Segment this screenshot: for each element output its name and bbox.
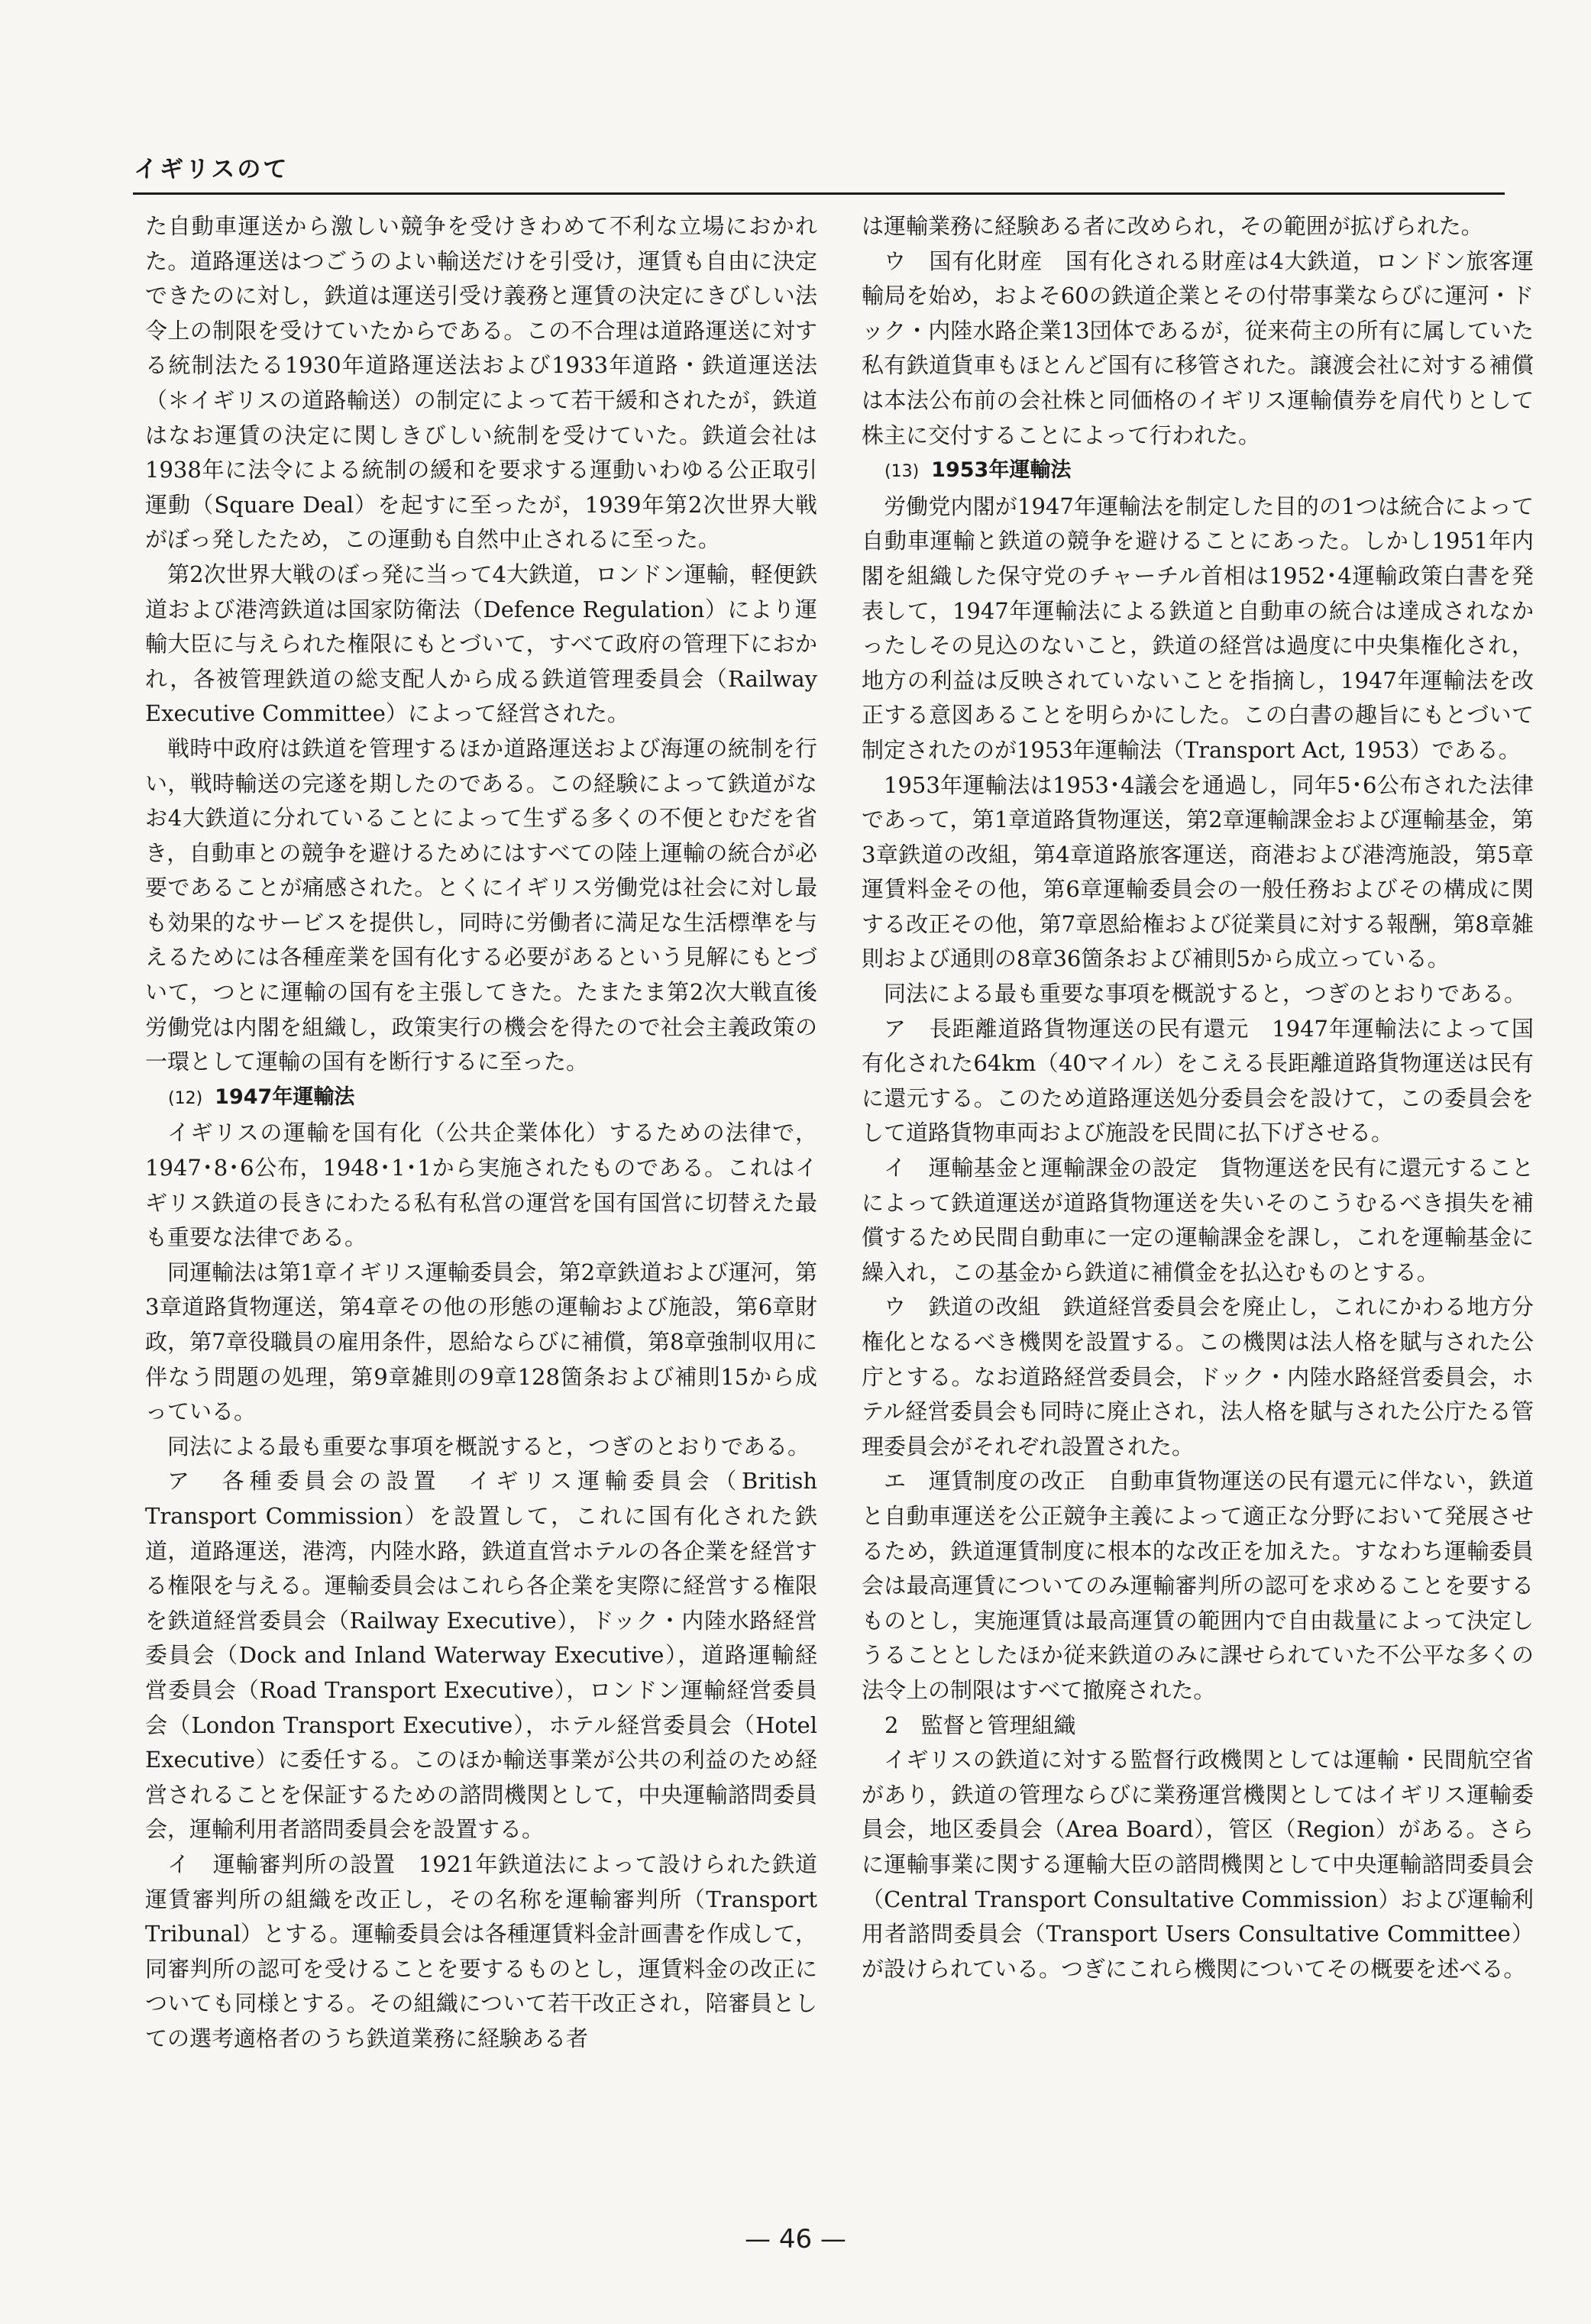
section-number: (12) — [168, 1088, 203, 1108]
paragraph: 1953年運輸法は1953･4議会を通過し，同年5･6公布された法律であって，第1章道路貨物運送，第2章運輸課金および運輸基金，第3章鉄道の改組，第4章道路旅客運送，商港および港湾施設，第5章運賃料金その他，第6章運輸委員会の一般任務およびその構成に関する改正その他，第7章恩給権および従業員に対する報酬，第8章雑則および通則の8章36箇条および補則5から成立っている。 — [862, 771, 1534, 972]
page-number: — 46 — — [745, 2224, 846, 2255]
paragraph: 戦時中政府は鉄道を管理するほか道路運送および海運の統制を行い，戦時輸送の完遂を期したのである。この経験によって鉄道がなお4大鉄道に分れていることによって生ずる多くの不便とむだを省き，自動車との競争を避けるためにはすべての陸上運輸の統合が必要であることが痛感された。とくにイギリス労働党は社会に対し最も効果的なサービスを提供し，同時に労働者に満足な生活標準を与えるためには各種産業を国有化する必要があるという見解にもとづいて，つとに運輸の国有を主張してきた。たまたま第2次大戦直後労働党は内閣を組織し，政策実行の機会を得たので社会主義政策の一環として運輸の国有を断行するに至った。 — [145, 735, 817, 1075]
section-title: 1953年運輸法 — [931, 458, 1072, 483]
section-title: 1947年運輸法 — [215, 1084, 355, 1109]
paragraph: イ 運輸審判所の設置 1921年鉄道法によって設けられた鉄道運賃審判所の組織を改正し，その名称を運輸審判所（Transport Tribunal）とする。運輸委員会は各種運賃料金計画書を作成して，同審判所の認可を受けることを要するものとし，運賃料金の改正についても同様とする。その組織について若干改正され，陪審員としての選考適格者のうち鉄道業務に経験ある者 — [145, 1850, 817, 2051]
right-column — [862, 209, 1534, 1986]
section-heading — [145, 1080, 817, 1117]
paragraph: エ 運賃制度の改正 自動車貨物運送の民有還元に伴ない，鉄道と自動車運送を公正競争主義によって適正な分野において発展させるため，鉄道運賃制度に根本的な改正を加えた。すなわち運輸委員会は最高運賃についてのみ運輸審判所の認可を求めることを要するものとし，実施運賃は最高運賃の範囲内で自由裁量によって決定しうることとしたほか従来鉄道のみに課せられていた不公平な多くの法令上の制限はすべて撤廃された。 — [862, 1468, 1534, 1703]
paragraph: 同法による最も重要な事項を概説すると，つぎのとおりである。 — [884, 981, 1527, 1007]
paragraph: ア 長距離道路貨物運送の民有還元 1947年運輸法によって国有化された64km（40マイル）をこえる長距離道路貨物運送は民有に還元する。このため道路運送処分委員会を設けて，この委員会をして道路貨物車両および施設を民間に払下げさせる。 — [862, 1015, 1534, 1146]
section-heading — [862, 453, 1534, 490]
header-title: イギリスのて — [134, 156, 289, 183]
left-column — [145, 209, 817, 2056]
paragraph: た自動車運送から激しい競争を受けきわめて不利な立場におかれた。道路運送はつごうのよい輸送だけを引受け，運賃も自由に決定できたのに対し，鉄道は運送引受け義務と運賃の決定にきびしい法令上の制限を受けていたからである。この不合理は道路運送に対する統制法たる1930年道路運送法および1933年道路・鉄道運送法（＊イギリスの道路輸送）の制定によって若干緩和されたが，鉄道はなお運賃の決定に関しきびしい統制を受けていた。鉄道会社は1938年に法令による統制の緩和を要求する運動いわゆる公正取引運動（Square Deal）を起すに至ったが，1939年第2次世界大戦がぼっ発したため，この運動も自然中止されるに至った。 — [145, 213, 817, 553]
paragraph: 同法による最も重要な事項を概説すると，つぎのとおりである。 — [167, 1433, 810, 1459]
paragraph: 第2次世界大戦のぼっ発に当って4大鉄道，ロンドン運輸，軽便鉄道および港湾鉄道は国家防衛法（Defence Regulation）により運輸大臣に与えられた権限にもとづいて，すべて政府の管理下におかれ，各被管理鉄道の総支配人から成る鉄道管理委員会（Railway Executive Committee）によって経営された。 — [145, 561, 817, 727]
paragraph: イ 運輸基金と運輸課金の設定 貨物運送を民有に還元することによって鉄道運送が道路貨物運送を失いそのこうむるべき損失を補償するため民間自動車に一定の運輸課金を課し，これを運輸基金に繰入れ，この基金から鉄道に補償金を払込むものとする。 — [862, 1155, 1534, 1285]
header-rule — [133, 192, 1505, 195]
subheading: 2 監督と管理組織 — [884, 1711, 1076, 1738]
paragraph: ア 各種委員会の設置 イギリス運輸委員会（British Transport Commission）を設置して，これに国有化された鉄道，道路運送，港湾，内陸水路，鉄道直営ホテルの各企業を経営する権限を与える。運輸委員会はこれら各企業を実際に経営する権限を鉄道経営委員会（Railway Executive），ドック・内陸水路経営委員会（Dock and Inland Waterway Executive），道路運輸経営委員会（Road Transport Executive），ロンドン運輸経営委員会（London Transport Executive），ホテル経営委員会（Hotel Executive）に委任する。このほか輸送事業が公共の利益のため経営されることを保証するための諮問機関として，中央運輸諮問委員会，運輸利用者諮問委員会を設置する。 — [145, 1468, 817, 1843]
paragraph: ウ 鉄道の改組 鉄道経営委員会を廃止し，これにかわる地方分権化となるべき機関を設置する。この機関は法人格を賦与された公庁とする。なお道路経営委員会，ドック・内陸水路経営委員会，ホテル経営委員会も同時に廃止され，法人格を賦与された公庁たる管理委員会がそれぞれ設置された。 — [862, 1294, 1534, 1459]
paragraph: ウ 国有化財産 国有化される財産は4大鉄道，ロンドン旅客運輸局を始め，およそ60の鉄道企業とその付帯事業ならびに運河・ドック・内陸水路企業13団体であるが，従来荷主の所有に属していた私有鉄道貨車もほとんど国有に移管された。譲渡会社に対する補償は本法公布前の会社株と同価格のイギリス運輸債券を肩代りとして株主に交付することによって行われた。 — [862, 247, 1534, 448]
paragraph: イギリスの運輸を国有化（公共企業体化）するための法律で，1947･8･6公布，1948･1･1から実施されたものである。これはイギリス鉄道の長きにわたる私有私営の運営を国有国営に切替えた最も重要な法律である。 — [145, 1120, 817, 1251]
paragraph: 労働党内閣が1947年運輸法を制定した目的の1つは統合によって自動車運輸と鉄道の競争を避けることにあった。しかし1951年内閣を組織した保守党のチャーチル首相は1952･4運輸政策白書を発表して，1947年運輸法による鉄道と自動車の統合は達成されなかったしその見込のないこと，鉄道の経営は過度に中央集権化され，地方の利益は反映されていないことを指摘し，1947年運輸法を改正する意図あることを明らかにした。この白書の趣旨にもとづいて制定されたのが1953年運輸法（Transport Act, 1953）である。 — [862, 493, 1534, 763]
paragraph: は運輸業務に経験ある者に改められ，その範囲が拡げられた。 — [862, 213, 1483, 239]
paragraph: イギリスの鉄道に対する監督行政機関としては運輸・民間航空省があり，鉄道の管理ならびに業務運営機関としてはイギリス運輸委員会，地区委員会（Area Board），管区（Region）がある。さらに運輸事業に関する運輸大臣の諮問機関として中央運輸諮問委員会（Central Transport Consultative Commission）および運輸利用者諮問委員会（Transport Users Consultative Committee）が設けられている。つぎにこれら機関についてその概要を述べる。 — [862, 1747, 1534, 1982]
paragraph: 同運輸法は第1章イギリス運輸委員会，第2章鉄道および運河，第3章道路貨物運送，第4章その他の形態の運輸および施設，第6章財政，第7章役職員の雇用条件，恩給ならびに補償，第8章強制収用に伴なう問題の処理，第9章雑則の9章128箇条および補則15から成っている。 — [145, 1259, 817, 1425]
section-number: (13) — [884, 462, 920, 482]
